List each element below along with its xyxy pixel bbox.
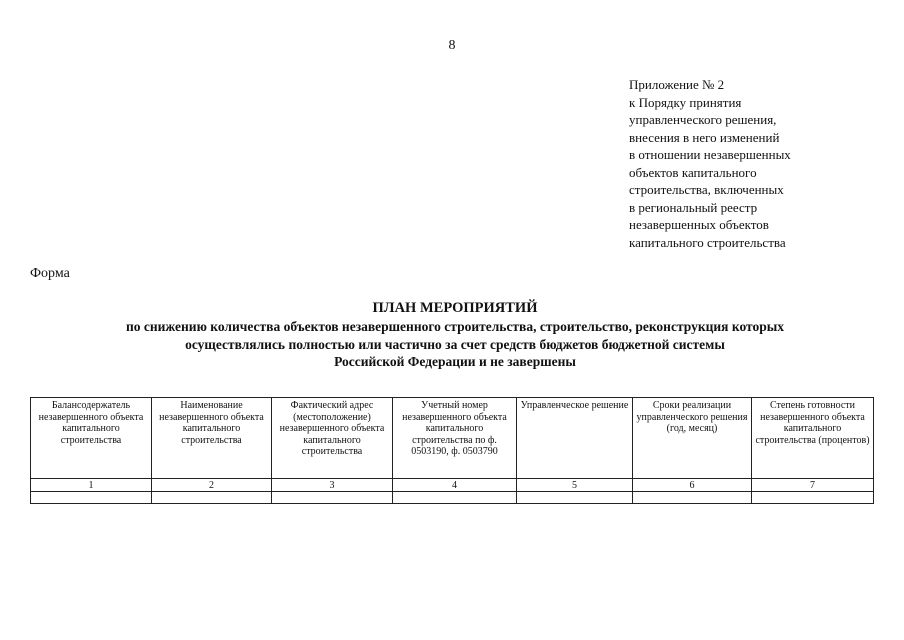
appendix-line: объектов капитального (629, 164, 757, 180)
appendix-line: управленческого решения, (629, 112, 777, 127)
table-empty-row (31, 492, 874, 504)
title-subtitle-line: по снижению количества объектов незавершенного строительства, строительство, реконструкция которых (125, 319, 785, 334)
column-header-readiness: Степень готовности незавершенного объекта капитального строительства (процентов) (752, 398, 874, 479)
column-number: 3 (272, 479, 393, 492)
column-number: 1 (31, 479, 152, 492)
appendix-line: в региональный реестр (629, 199, 758, 215)
title-main: ПЛАН МЕРОПРИЯТИЙ (372, 300, 538, 316)
column-header-holder: Балансодержатель незавершенного объекта капитального строительства (31, 398, 152, 479)
title-subtitle-line: осуществлялись полностью или частично за счет средств бюджетов бюджетной системы (185, 336, 725, 352)
column-number: 2 (152, 479, 272, 492)
empty-cell (272, 492, 393, 504)
form-label: Форма (30, 266, 70, 281)
empty-cell (393, 492, 517, 504)
appendix-line: капитального строительства (629, 234, 786, 250)
appendix-line: к Порядку принятия (629, 94, 742, 110)
column-number: 4 (393, 479, 517, 492)
column-header-deadlines: Сроки реализации управленческого решения (год, месяц) (633, 398, 752, 479)
empty-cell (633, 492, 752, 504)
column-number: 6 (633, 479, 752, 492)
appendix-line: Приложение № 2 (629, 77, 725, 92)
column-number: 7 (752, 479, 874, 492)
appendix-line: незавершенных объектов (629, 217, 769, 232)
column-header-account-number: Учетный номер незавершенного объекта капитального строительства по ф. 0503190, ф. 0503790 (393, 398, 517, 479)
document-title (40, 299, 870, 371)
column-header-decision: Управленческое решение (517, 398, 633, 479)
page-number: 8 (448, 38, 456, 53)
appendix-line: строительства, включенных (629, 182, 784, 197)
column-header-name: Наименование незавершенного объекта капитального строительства (152, 398, 272, 479)
appendix-note (629, 76, 889, 251)
column-header-address: Фактический адрес (местоположение) незавершенного объекта капитального строительства (272, 398, 393, 479)
empty-cell (517, 492, 633, 504)
empty-cell (752, 492, 874, 504)
table-header-row (31, 398, 874, 479)
title-subtitle-line: Российской Федерации и не завершены (334, 354, 576, 369)
column-number: 5 (517, 479, 633, 492)
appendix-line: в отношении незавершенных (629, 147, 791, 162)
empty-cell (152, 492, 272, 504)
table-number-row (31, 479, 874, 492)
plan-table (30, 397, 874, 504)
appendix-line: внесения в него изменений (629, 129, 780, 145)
empty-cell (31, 492, 152, 504)
